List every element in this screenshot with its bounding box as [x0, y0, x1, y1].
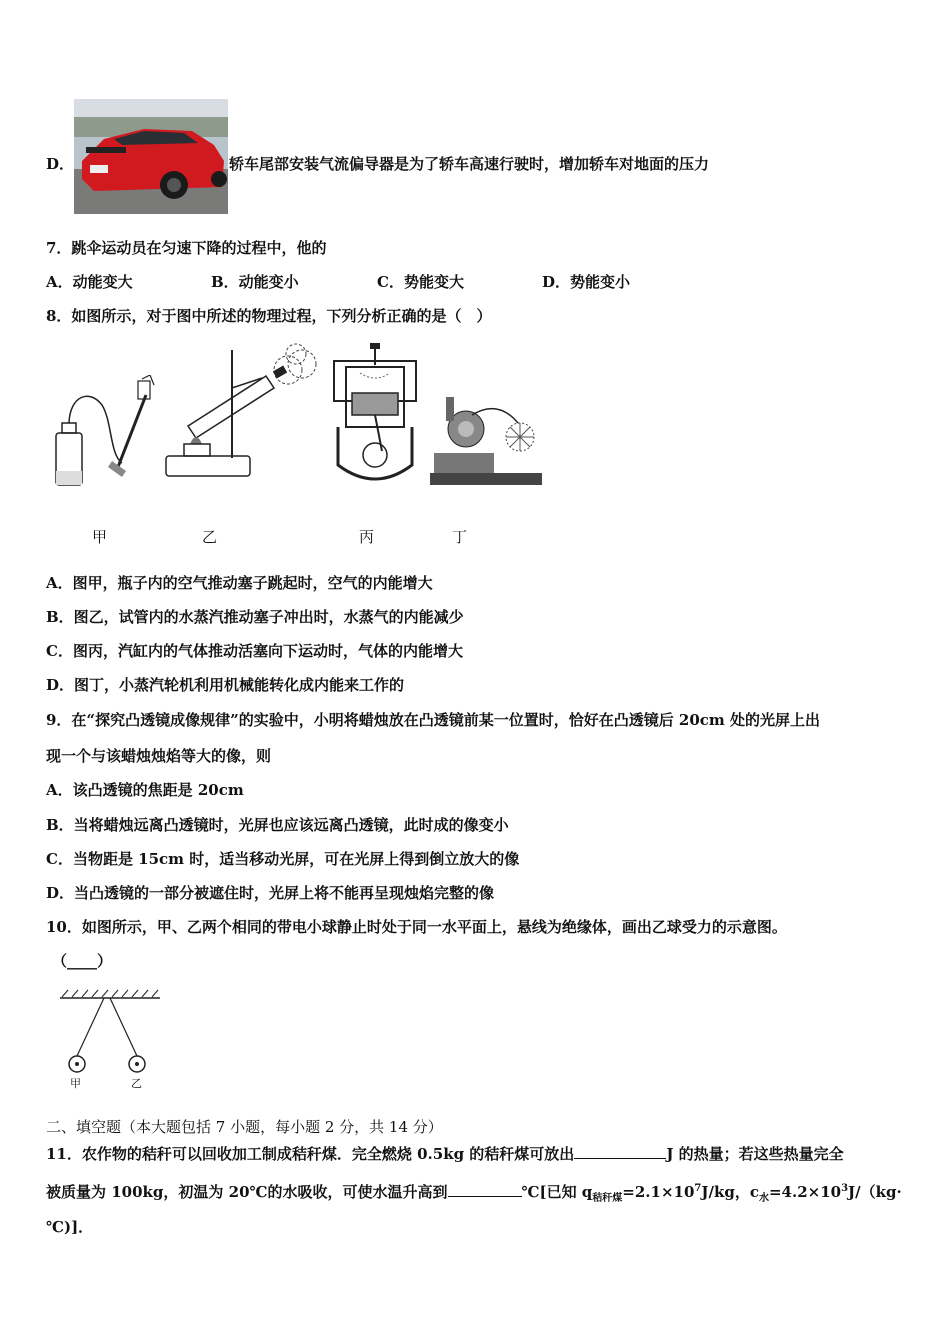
q11-blank-temperature[interactable]: [448, 1182, 522, 1197]
q8-option-c: C．图丙，汽缸内的气体推动活塞向下运动时，气体的内能增大: [46, 642, 463, 660]
ball-label-yi: 乙: [131, 1077, 142, 1090]
q9-option-c: C．当物距是 15cm 时，适当移动光屏，可在光屏上得到倒立放大的像: [46, 850, 520, 868]
figure-bing-engine-cylinder: [330, 343, 420, 488]
figure-label-ding: 丁: [452, 528, 468, 546]
q9-option-d: D．当凸透镜的一部分被遮住时，光屏上将不能再呈现烛焰完整的像: [46, 884, 495, 902]
ball-label-jia: 甲: [70, 1077, 81, 1090]
q11-line2-part-d: J/kg，c: [701, 1183, 759, 1201]
q11-line2: [46, 1181, 902, 1204]
q8-option-a: A．图甲，瓶子内的空气推动塞子跳起时，空气的内能增大: [46, 574, 433, 592]
figure-label-bing: 丙: [359, 528, 375, 546]
figure-charged-balls: [48, 984, 166, 1092]
q11-line2-part-c: =2.1×10: [622, 1183, 695, 1201]
q11-blank-heat[interactable]: [574, 1144, 666, 1159]
figure-yi-test-tube: [162, 340, 322, 485]
q7-option-d: D．势能变小: [542, 273, 631, 291]
figure-jia-bottle-pump: [50, 375, 165, 490]
q11-line2-part-e: =4.2×10: [768, 1183, 842, 1201]
q8-option-d: D．图丁，小蒸汽轮机利用机械能转化成内能来工作的: [46, 676, 405, 694]
q11-c-subscript: 水: [758, 1193, 769, 1204]
q7-option-b: B．动能变小: [211, 273, 299, 291]
q8-stem: 8．如图所示，对于图中所述的物理过程，下列分析正确的是（ ）: [46, 307, 492, 325]
q7-option-a: A．动能变大: [46, 273, 133, 291]
figure-ding-steam-turbine: [428, 393, 546, 490]
q10-stem: 10．如图所示，甲、乙两个相同的带电小球静止时处于同一水平面上，悬线为绝缘体，画出乙球受力的示意图。: [46, 918, 787, 936]
figure-label-jia: 甲: [92, 528, 108, 546]
q6-option-d-text: 轿车尾部安装气流偏导器是为了轿车高速行驶时，增加轿车对地面的压力: [229, 155, 710, 173]
q11-exp-3: 3: [841, 1183, 849, 1194]
q9-stem-line1: 9．在“探究凸透镜成像规律”的实验中，小明将蜡烛放在凸透镜前某一位置时，恰好在凸透镜后 20cm 处的光屏上出: [46, 711, 821, 729]
q7-option-c: C．势能变大: [377, 273, 464, 291]
section2-heading: 二、填空题（本大题包括 7 小题，每小题 2 分，共 14 分）: [46, 1118, 443, 1136]
q11-q-subscript: 秸秆煤: [592, 1193, 623, 1204]
q9-option-a: A．该凸透镜的焦距是 20cm: [46, 781, 244, 799]
q10-answer-blank[interactable]: （____）: [52, 952, 113, 970]
q11-exp-7: 7: [694, 1183, 702, 1194]
q11-line1: [46, 1143, 844, 1164]
q9-option-b: B．当将蜡烛远离凸透镜时，光屏也应该远离凸透镜，此时成的像变小: [46, 816, 509, 834]
q7-stem: 7．跳伞运动员在匀速下降的过程中，他的: [46, 239, 327, 257]
q11-line1-part-a: 11．农作物的秸秆可以回收加工制成秸秆煤．完全燃烧 0.5kg 的秸秆煤可放出: [46, 1145, 575, 1163]
car-photo: [74, 99, 228, 214]
q11-line3: ℃)]．: [46, 1218, 94, 1236]
q11-line2-part-f: J/（kg·: [848, 1183, 902, 1201]
q11-line1-part-b: J 的热量；若这些热量完全: [666, 1145, 844, 1163]
q6-option-d-label: D．: [46, 155, 75, 173]
q11-line2-part-b: ℃[已知 q: [521, 1183, 593, 1201]
figure-label-yi: 乙: [202, 528, 218, 546]
q11-line2-part-a: 被质量为 100kg，初温为 20℃的水吸收，可使水温升高到: [46, 1183, 448, 1201]
q8-option-b: B．图乙，试管内的水蒸汽推动塞子冲出时，水蒸气的内能减少: [46, 608, 464, 626]
q9-stem-line2: 现一个与该蜡烛烛焰等大的像，则: [46, 747, 272, 765]
